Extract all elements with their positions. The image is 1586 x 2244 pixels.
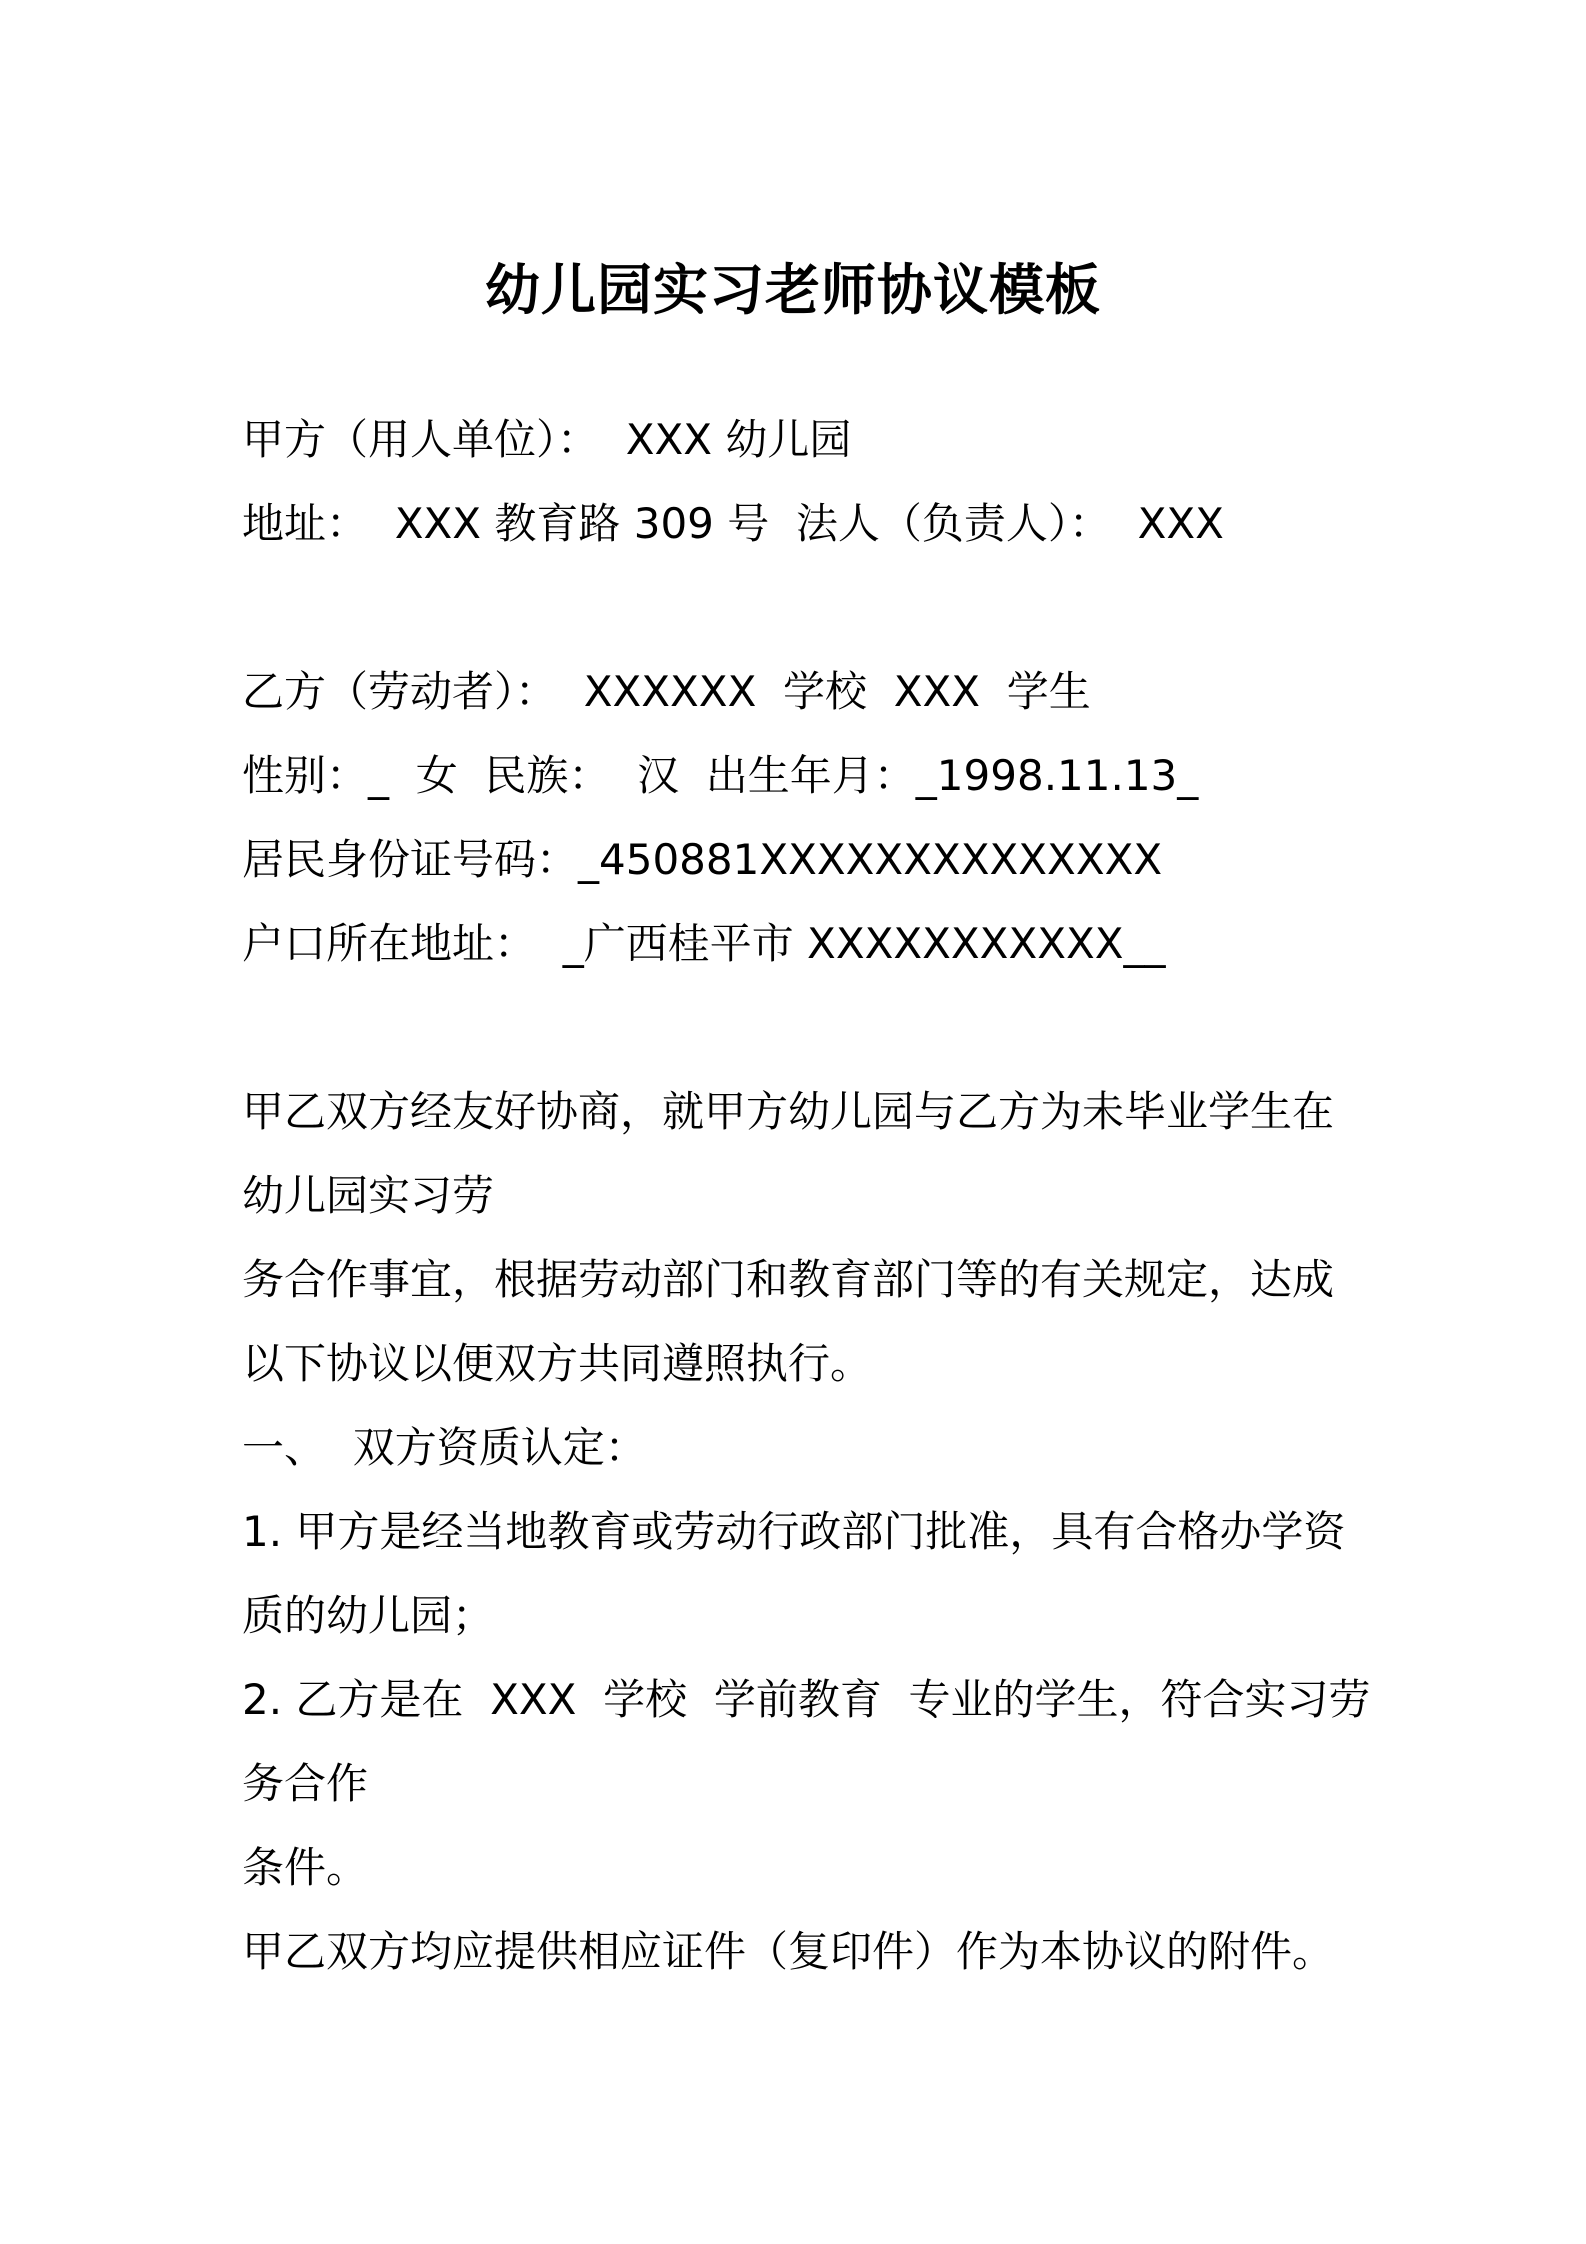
list-item-continuation: 质的幼儿园； [242, 1591, 495, 1640]
list-item-continuation: 务合作 [242, 1759, 369, 1808]
party-b-line: 乙方（劳动者）： XXXXXX 学校 XXX 学生 [242, 667, 1091, 716]
body-paragraph-line: 甲乙双方经友好协商，就甲方幼儿园与乙方为未毕业学生在 [242, 1087, 1335, 1136]
party-b-gender-line: 性别：_ 女 民族： 汉 出生年月：_1998.11.13_ [242, 751, 1199, 800]
closing-paragraph: 甲乙双方均应提供相应证件（复印件）作为本协议的附件。 [242, 1927, 1335, 1976]
body-paragraph-line: 务合作事宜，根据劳动部门和教育部门等的有关规定，达成 [242, 1255, 1335, 1304]
list-item-continuation: 条件。 [242, 1843, 369, 1892]
document-title: 幼儿园实习老师协议模板 [484, 258, 1101, 322]
party-a-line: 甲方（用人单位）： XXX 幼儿园 [242, 415, 852, 464]
list-item: 2. 乙方是在 XXX 学校 学前教育 专业的学生，符合实习劳 [242, 1675, 1371, 1724]
party-b-id-line: 居民身份证号码：_450881XXXXXXXXXXXXXX [242, 835, 1163, 884]
party-b-address-line: 户口所在地址： _广西桂平市 XXXXXXXXXXX__ [242, 919, 1166, 968]
section-heading: 一、 双方资质认定： [242, 1423, 647, 1472]
party-a-address-line: 地址： XXX 教育路 309 号 法人（负责人）： XXX [242, 499, 1224, 548]
body-paragraph-line: 幼儿园实习劳 [242, 1171, 495, 1220]
list-item: 1. 甲方是经当地教育或劳动行政部门批准，具有合格办学资 [242, 1507, 1346, 1556]
body-paragraph-line: 以下协议以便双方共同遵照执行。 [242, 1339, 873, 1388]
